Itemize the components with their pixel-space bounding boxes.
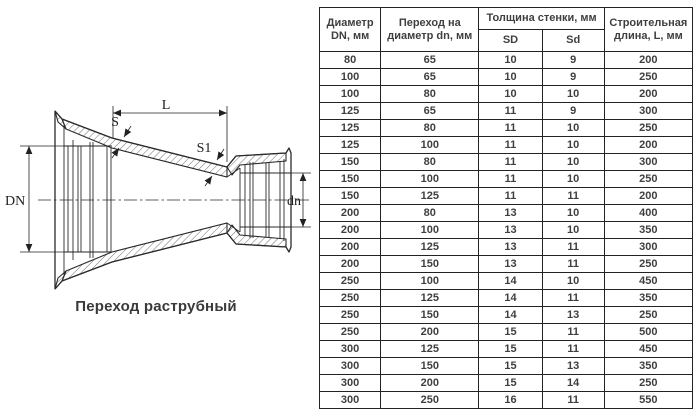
table-cell: 80 xyxy=(381,205,479,222)
table-row xyxy=(320,205,693,222)
label-L: L xyxy=(161,98,171,113)
table-row xyxy=(320,222,693,239)
col-header-Sd: Sd xyxy=(542,30,604,52)
table-row xyxy=(320,256,693,273)
table-cell: 200 xyxy=(604,86,692,103)
table-cell: 250 xyxy=(604,256,692,273)
table-cell: 100 xyxy=(381,171,479,188)
reducer-drawing-panel xyxy=(0,0,320,420)
table-cell: 11 xyxy=(542,290,604,307)
table-cell: 450 xyxy=(604,273,692,290)
table-cell: 250 xyxy=(320,290,381,307)
table-row xyxy=(320,103,693,120)
table-cell: 10 xyxy=(479,52,542,69)
table-cell: 15 xyxy=(479,341,542,358)
table-row xyxy=(320,154,693,171)
table-cell: 200 xyxy=(320,205,381,222)
table-cell: 11 xyxy=(542,188,604,205)
dimension-DN xyxy=(5,146,112,252)
table-cell: 11 xyxy=(542,256,604,273)
table-cell: 11 xyxy=(479,120,542,137)
col-header-wall-group: Толщина стенки, мм xyxy=(479,8,604,30)
table-cell: 250 xyxy=(604,120,692,137)
table-cell: 13 xyxy=(542,358,604,375)
table-cell: 250 xyxy=(320,324,381,341)
table-row xyxy=(320,375,693,392)
table-cell: 450 xyxy=(604,341,692,358)
label-S1: S1 xyxy=(196,141,212,156)
table-cell: 10 xyxy=(542,86,604,103)
table-cell: 65 xyxy=(381,52,479,69)
table-header xyxy=(320,8,693,52)
table-row xyxy=(320,307,693,324)
table-cell: 250 xyxy=(604,171,692,188)
table-cell: 10 xyxy=(542,137,604,154)
table-row xyxy=(320,290,693,307)
table-cell: 300 xyxy=(604,239,692,256)
col-header-transition xyxy=(381,8,479,52)
table-cell: 250 xyxy=(320,273,381,290)
table-cell: 15 xyxy=(479,324,542,341)
table-cell: 100 xyxy=(381,137,479,154)
col-header-diameter-line1: Диаметр xyxy=(326,16,374,29)
table-cell: 125 xyxy=(320,103,381,120)
table-row xyxy=(320,341,693,358)
table-cell: 15 xyxy=(479,375,542,392)
table-row xyxy=(320,239,693,256)
table-cell: 200 xyxy=(381,375,479,392)
table-cell: 80 xyxy=(381,120,479,137)
label-S: S xyxy=(111,115,119,130)
table-cell: 250 xyxy=(604,307,692,324)
table-row xyxy=(320,171,693,188)
table-cell: 100 xyxy=(381,222,479,239)
table-cell: 350 xyxy=(604,222,692,239)
table-cell: 100 xyxy=(320,86,381,103)
table-cell: 13 xyxy=(479,256,542,273)
table-cell: 11 xyxy=(542,341,604,358)
table-cell: 13 xyxy=(479,205,542,222)
col-header-diameter xyxy=(320,8,381,52)
table-cell: 125 xyxy=(320,120,381,137)
table-cell: 300 xyxy=(320,358,381,375)
table-row xyxy=(320,137,693,154)
table-cell: 200 xyxy=(604,137,692,154)
table-cell: 15 xyxy=(479,358,542,375)
table-cell: 150 xyxy=(381,358,479,375)
table-cell: 200 xyxy=(320,222,381,239)
reducer-drawing xyxy=(0,0,320,420)
table-cell: 300 xyxy=(320,375,381,392)
table-row xyxy=(320,273,693,290)
table-cell: 200 xyxy=(320,256,381,273)
table-cell: 200 xyxy=(604,52,692,69)
table-cell: 125 xyxy=(381,239,479,256)
table-cell: 100 xyxy=(320,69,381,86)
table-cell: 250 xyxy=(320,307,381,324)
table-cell: 11 xyxy=(479,103,542,120)
drawing-caption: Переход раструбный xyxy=(75,298,237,315)
table-cell: 10 xyxy=(542,222,604,239)
table-body xyxy=(320,52,693,409)
table-cell: 250 xyxy=(604,69,692,86)
table-cell: 150 xyxy=(381,307,479,324)
table-cell: 10 xyxy=(542,154,604,171)
table-row xyxy=(320,324,693,341)
table-cell: 11 xyxy=(479,154,542,171)
table-cell: 14 xyxy=(542,375,604,392)
col-header-SD: SD xyxy=(479,30,542,52)
table-row xyxy=(320,392,693,409)
table-cell: 11 xyxy=(542,392,604,409)
col-header-length-line2: длина, L, мм xyxy=(614,29,683,42)
table-cell: 9 xyxy=(542,52,604,69)
col-header-length xyxy=(604,8,692,52)
table-cell: 100 xyxy=(381,273,479,290)
table-cell: 65 xyxy=(381,103,479,120)
table-cell: 300 xyxy=(320,392,381,409)
label-DN: DN xyxy=(5,194,26,209)
table-cell: 65 xyxy=(381,69,479,86)
col-header-diameter-line2: DN, мм xyxy=(330,29,370,42)
table-cell: 150 xyxy=(381,256,479,273)
table-cell: 150 xyxy=(320,154,381,171)
table-cell: 9 xyxy=(542,69,604,86)
table-row xyxy=(320,188,693,205)
table-cell: 125 xyxy=(381,188,479,205)
col-header-transition-line2: диаметр dn, мм xyxy=(387,29,473,42)
table-cell: 200 xyxy=(604,188,692,205)
table-cell: 500 xyxy=(604,324,692,341)
col-header-length-line1: Строительная xyxy=(609,16,688,29)
table-cell: 80 xyxy=(320,52,381,69)
table-cell: 10 xyxy=(479,86,542,103)
table-cell: 200 xyxy=(381,324,479,341)
table-cell: 80 xyxy=(381,86,479,103)
table-cell: 11 xyxy=(479,188,542,205)
col-header-transition-line1: Переход на xyxy=(398,16,461,29)
table-cell: 10 xyxy=(542,273,604,290)
table-cell: 11 xyxy=(479,137,542,154)
table-cell: 13 xyxy=(479,239,542,256)
table-cell: 14 xyxy=(479,290,542,307)
table-row xyxy=(320,358,693,375)
table-cell: 150 xyxy=(320,188,381,205)
table-cell: 125 xyxy=(381,290,479,307)
table-cell: 300 xyxy=(320,341,381,358)
table-row xyxy=(320,86,693,103)
table-cell: 16 xyxy=(479,392,542,409)
table-cell: 300 xyxy=(604,103,692,120)
table-cell: 350 xyxy=(604,358,692,375)
table-cell: 9 xyxy=(542,103,604,120)
table-cell: 10 xyxy=(542,171,604,188)
table-cell: 13 xyxy=(542,307,604,324)
table-cell: 10 xyxy=(542,120,604,137)
table-cell: 10 xyxy=(542,205,604,222)
label-dn: dn xyxy=(287,194,301,209)
table-cell: 80 xyxy=(381,154,479,171)
table-cell: 14 xyxy=(479,273,542,290)
table-cell: 350 xyxy=(604,290,692,307)
table-cell: 200 xyxy=(320,239,381,256)
table-row xyxy=(320,69,693,86)
table-cell: 550 xyxy=(604,392,692,409)
table-cell: 300 xyxy=(604,154,692,171)
table-row xyxy=(320,52,693,69)
table-cell: 400 xyxy=(604,205,692,222)
table-cell: 250 xyxy=(604,375,692,392)
table-cell: 125 xyxy=(381,341,479,358)
spec-table-container xyxy=(319,7,693,409)
table-cell: 250 xyxy=(381,392,479,409)
table-row xyxy=(320,120,693,137)
table-cell: 125 xyxy=(320,137,381,154)
table-cell: 150 xyxy=(320,171,381,188)
table-cell: 13 xyxy=(479,222,542,239)
spec-table xyxy=(319,7,693,409)
table-cell: 14 xyxy=(479,307,542,324)
table-cell: 10 xyxy=(479,69,542,86)
table-cell: 11 xyxy=(479,171,542,188)
table-cell: 11 xyxy=(542,324,604,341)
table-cell: 11 xyxy=(542,239,604,256)
